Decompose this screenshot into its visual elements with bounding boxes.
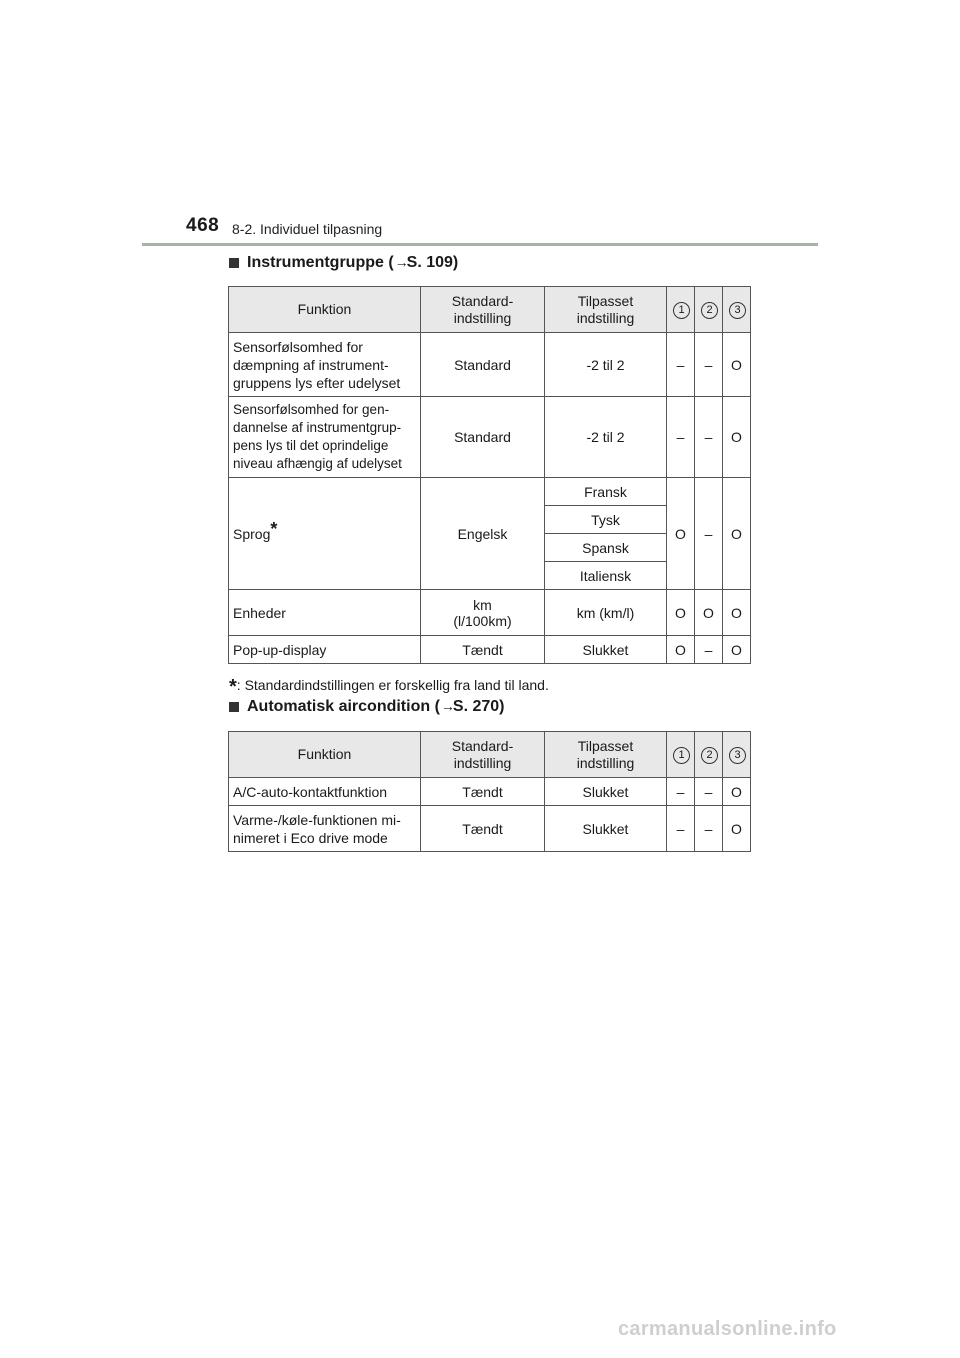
custom-cell: Fransk (545, 478, 667, 506)
default-cell: Engelsk (421, 478, 545, 590)
col-2-cell: – (695, 333, 723, 397)
custom-cell: Tysk (545, 506, 667, 534)
col-2-cell: – (695, 778, 723, 806)
section-heading-instrumentgruppe (229, 254, 458, 272)
custom-cell: -2 til 2 (545, 333, 667, 397)
col-3-cell: O (723, 590, 751, 636)
settings-table-aircondition (228, 731, 751, 852)
default-cell: Standard (421, 397, 545, 478)
footnote-text: : Standardindstillingen er forskellig fra land til land. (236, 677, 549, 693)
col-1-cell: O (667, 590, 695, 636)
page-reference[interactable]: S. 109) (406, 254, 459, 271)
col-1-cell: O (667, 478, 695, 590)
default-cell: Tændt (421, 806, 545, 852)
settings-table-instrumentgruppe (228, 286, 751, 664)
arrow-right-icon: → (440, 698, 455, 714)
col-3-cell: O (723, 397, 751, 478)
header-col-3 (723, 732, 751, 778)
header-function: Funktion (229, 287, 421, 333)
function-cell: Varme-/køle-funktionen mi- nimeret i Eco drive mode (229, 806, 421, 852)
header-rule (142, 243, 818, 246)
arrow-right-icon: → (394, 254, 409, 270)
table-header-row (229, 732, 751, 778)
table-row (229, 333, 751, 397)
custom-cell: Slukket (545, 806, 667, 852)
table-row (229, 478, 751, 506)
col-3-cell: O (723, 478, 751, 590)
col-3-cell: O (723, 333, 751, 397)
header-custom: Tilpasset indstilling (545, 732, 667, 778)
function-cell: Sprog* (229, 478, 421, 590)
function-cell: Sensorfølsomhed for dæmpning af instrument- gruppens lys efter udelyset (229, 333, 421, 397)
custom-cell: Spansk (545, 534, 667, 562)
circle-2-icon: 2 (701, 302, 718, 319)
table-row (229, 590, 751, 636)
footnote-marker: * (270, 519, 278, 539)
function-cell: Pop-up-display (229, 636, 421, 664)
header-col-2 (695, 287, 723, 333)
custom-cell: Italiensk (545, 562, 667, 590)
col-1-cell: – (667, 333, 695, 397)
default-cell: Tændt (421, 778, 545, 806)
page-reference[interactable]: S. 270) (452, 698, 505, 715)
col-1-cell: O (667, 636, 695, 664)
page-number: 468 (186, 215, 220, 236)
table-row (229, 397, 751, 478)
col-2-cell: – (695, 478, 723, 590)
square-bullet-icon (229, 258, 239, 268)
table-row (229, 636, 751, 664)
custom-cell: Slukket (545, 636, 667, 664)
header-col-2 (695, 732, 723, 778)
custom-cell: Slukket (545, 778, 667, 806)
header-col-1 (667, 287, 695, 333)
circle-1-icon: 1 (673, 302, 690, 319)
section-label: 8-2. Individuel tilpasning (232, 221, 383, 237)
section-title: Instrumentgruppe ( (247, 254, 394, 271)
default-cell: km (l/100km) (421, 590, 545, 636)
col-1-cell: – (667, 806, 695, 852)
circle-3-icon: 3 (729, 302, 746, 319)
table-row (229, 806, 751, 852)
function-cell: A/C-auto-kontaktfunktion (229, 778, 421, 806)
col-1-cell: – (667, 397, 695, 478)
circle-1-icon: 1 (673, 747, 690, 764)
col-3-cell: O (723, 636, 751, 664)
header-col-3 (723, 287, 751, 333)
col-2-cell: – (695, 806, 723, 852)
header-default: Standard- indstilling (421, 732, 545, 778)
circle-2-icon: 2 (701, 747, 718, 764)
circle-3-icon: 3 (729, 747, 746, 764)
custom-cell: -2 til 2 (545, 397, 667, 478)
footnote (229, 673, 549, 696)
watermark: carmanualsonline.info (618, 1318, 837, 1340)
header-default: Standard- indstilling (421, 287, 545, 333)
table-row (229, 778, 751, 806)
square-bullet-icon (229, 702, 239, 712)
footnote-star: * (229, 676, 237, 698)
section-title: Automatisk aircondition ( (247, 698, 440, 715)
default-cell: Standard (421, 333, 545, 397)
function-cell: Enheder (229, 590, 421, 636)
custom-cell: km (km/l) (545, 590, 667, 636)
function-cell: Sensorfølsomhed for gen- dannelse af instrumentgrup- pens lys til det oprindelige niveau afhængig af udelyset (229, 397, 421, 478)
section-heading-aircondition (229, 698, 505, 716)
header-custom: Tilpasset indstilling (545, 287, 667, 333)
col-2-cell: – (695, 636, 723, 664)
default-cell: Tændt (421, 636, 545, 664)
table-header-row (229, 287, 751, 333)
header-function: Funktion (229, 732, 421, 778)
col-3-cell: O (723, 806, 751, 852)
col-2-cell: – (695, 397, 723, 478)
col-3-cell: O (723, 778, 751, 806)
header-col-1 (667, 732, 695, 778)
col-2-cell: O (695, 590, 723, 636)
col-1-cell: – (667, 778, 695, 806)
